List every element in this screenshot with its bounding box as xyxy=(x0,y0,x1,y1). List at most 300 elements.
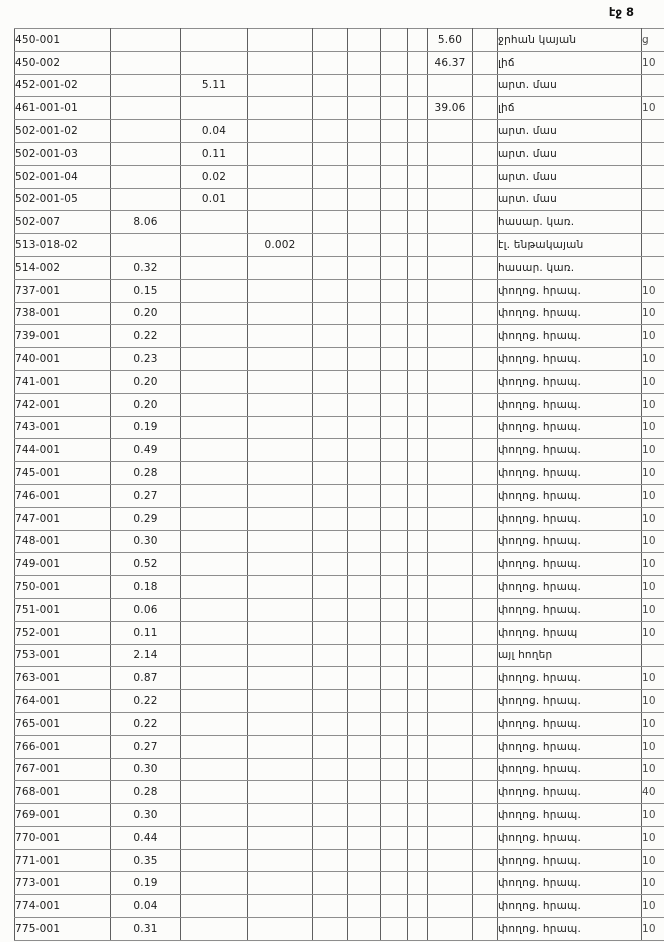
area-value-cell xyxy=(473,279,498,302)
table-row xyxy=(15,279,664,302)
area-value-cell xyxy=(248,781,313,804)
area-value-cell xyxy=(313,621,348,644)
area-value-cell xyxy=(428,462,473,485)
margin-mark xyxy=(642,165,664,188)
area-value-cell xyxy=(473,370,498,393)
area-value-cell xyxy=(313,895,348,918)
area-value-cell xyxy=(313,484,348,507)
area-value-cell xyxy=(408,29,428,52)
area-value-cell xyxy=(428,598,473,621)
table-row xyxy=(15,234,664,257)
area-value-cell xyxy=(348,188,381,211)
area-value-cell xyxy=(181,234,248,257)
area-value-cell xyxy=(348,51,381,74)
land-use-cell: փողոց. հրապ. xyxy=(498,849,642,872)
area-value-cell: 0.49 xyxy=(111,439,181,462)
area-value-cell xyxy=(348,279,381,302)
area-value-cell xyxy=(313,325,348,348)
parcel-code-cell: 747-001 xyxy=(15,507,111,530)
area-value-cell xyxy=(248,507,313,530)
area-value-cell xyxy=(381,735,408,758)
area-value-cell xyxy=(381,325,408,348)
land-use-cell: փողոց. հրապ xyxy=(498,621,642,644)
area-value-cell xyxy=(473,598,498,621)
area-value-cell xyxy=(181,302,248,325)
area-value-cell: 5.60 xyxy=(428,29,473,52)
area-value-cell xyxy=(473,826,498,849)
area-value-cell xyxy=(248,872,313,895)
area-value-cell xyxy=(248,735,313,758)
area-value-cell xyxy=(473,781,498,804)
area-value-cell xyxy=(313,348,348,371)
area-value-cell xyxy=(473,439,498,462)
area-value-cell xyxy=(428,507,473,530)
area-value-cell xyxy=(473,416,498,439)
area-value-cell xyxy=(428,165,473,188)
area-value-cell xyxy=(313,690,348,713)
land-use-cell: փողոց. հրապ. xyxy=(498,348,642,371)
area-value-cell xyxy=(248,302,313,325)
margin-mark xyxy=(642,211,664,234)
area-value-cell xyxy=(408,507,428,530)
area-value-cell xyxy=(428,370,473,393)
area-value-cell: 2.14 xyxy=(111,644,181,667)
land-use-cell: հասար. կառ. xyxy=(498,256,642,279)
margin-mark: 10 xyxy=(642,758,664,781)
area-value-cell xyxy=(181,849,248,872)
parcel-code-cell: 768-001 xyxy=(15,781,111,804)
area-value-cell xyxy=(381,849,408,872)
area-value-cell xyxy=(111,165,181,188)
table-row xyxy=(15,393,664,416)
margin-mark: 10 xyxy=(642,97,664,120)
area-value-cell xyxy=(313,188,348,211)
table-row xyxy=(15,29,664,52)
area-value-cell: 0.002 xyxy=(248,234,313,257)
area-value-cell xyxy=(428,918,473,941)
area-value-cell xyxy=(348,735,381,758)
table-row xyxy=(15,667,664,690)
area-value-cell xyxy=(313,120,348,143)
area-value-cell xyxy=(181,530,248,553)
parcel-code-cell: 745-001 xyxy=(15,462,111,485)
area-value-cell xyxy=(248,416,313,439)
margin-mark: 10 xyxy=(642,918,664,941)
margin-mark: 10 xyxy=(642,462,664,485)
margin-mark: ց xyxy=(642,29,664,52)
parcel-code-cell: 766-001 xyxy=(15,735,111,758)
area-value-cell: 39.06 xyxy=(428,97,473,120)
area-value-cell xyxy=(428,781,473,804)
area-value-cell xyxy=(313,553,348,576)
area-value-cell: 0.28 xyxy=(111,462,181,485)
area-value-cell xyxy=(473,849,498,872)
area-value-cell xyxy=(428,120,473,143)
area-value-cell xyxy=(313,644,348,667)
table-row xyxy=(15,120,664,143)
area-value-cell xyxy=(248,393,313,416)
area-value-cell xyxy=(313,211,348,234)
area-value-cell xyxy=(408,416,428,439)
area-value-cell: 0.04 xyxy=(181,120,248,143)
area-value-cell xyxy=(181,712,248,735)
parcel-code-cell: 748-001 xyxy=(15,530,111,553)
area-value-cell xyxy=(473,142,498,165)
area-value-cell xyxy=(313,279,348,302)
area-value-cell xyxy=(248,530,313,553)
area-value-cell xyxy=(111,142,181,165)
area-value-cell xyxy=(408,256,428,279)
land-use-cell: փողոց. հրապ. xyxy=(498,781,642,804)
area-value-cell xyxy=(428,644,473,667)
area-value-cell xyxy=(381,120,408,143)
area-value-cell xyxy=(428,279,473,302)
area-value-cell xyxy=(428,325,473,348)
area-value-cell xyxy=(348,667,381,690)
cadastre-table xyxy=(14,28,664,941)
area-value-cell xyxy=(381,484,408,507)
area-value-cell: 0.31 xyxy=(111,918,181,941)
margin-mark: 10 xyxy=(642,553,664,576)
area-value-cell xyxy=(381,188,408,211)
land-use-cell: փողոց. հրապ. xyxy=(498,439,642,462)
area-value-cell xyxy=(473,51,498,74)
area-value-cell xyxy=(181,895,248,918)
table-row xyxy=(15,97,664,120)
area-value-cell xyxy=(428,712,473,735)
area-value-cell xyxy=(473,484,498,507)
area-value-cell: 8.06 xyxy=(111,211,181,234)
land-use-cell: փողոց. հրապ. xyxy=(498,667,642,690)
area-value-cell xyxy=(248,29,313,52)
area-value-cell: 0.35 xyxy=(111,849,181,872)
area-value-cell xyxy=(408,872,428,895)
area-value-cell xyxy=(248,621,313,644)
parcel-code-cell: 502-001-05 xyxy=(15,188,111,211)
area-value-cell: 0.27 xyxy=(111,484,181,507)
area-value-cell xyxy=(381,826,408,849)
area-value-cell xyxy=(181,667,248,690)
area-value-cell xyxy=(248,804,313,827)
area-value-cell xyxy=(381,393,408,416)
area-value-cell xyxy=(313,393,348,416)
table-row xyxy=(15,256,664,279)
area-value-cell xyxy=(428,826,473,849)
parcel-code-cell: 769-001 xyxy=(15,804,111,827)
area-value-cell xyxy=(248,849,313,872)
area-value-cell xyxy=(248,142,313,165)
parcel-code-cell: 764-001 xyxy=(15,690,111,713)
area-value-cell xyxy=(408,804,428,827)
area-value-cell: 0.87 xyxy=(111,667,181,690)
land-use-cell: փողոց. հրապ. xyxy=(498,302,642,325)
area-value-cell: 0.44 xyxy=(111,826,181,849)
table-row xyxy=(15,712,664,735)
land-use-cell: փողոց. հրապ. xyxy=(498,507,642,530)
area-value-cell: 0.11 xyxy=(111,621,181,644)
area-value-cell xyxy=(181,758,248,781)
page-number: էջ 8 xyxy=(608,5,634,19)
parcel-code-cell: 502-001-04 xyxy=(15,165,111,188)
area-value-cell xyxy=(408,553,428,576)
area-value-cell xyxy=(381,553,408,576)
parcel-code-cell: 461-001-01 xyxy=(15,97,111,120)
area-value-cell xyxy=(381,690,408,713)
area-value-cell xyxy=(408,598,428,621)
area-value-cell xyxy=(248,826,313,849)
land-use-cell: արտ. մաս xyxy=(498,120,642,143)
area-value-cell xyxy=(381,598,408,621)
land-use-cell: փողոց. հրապ. xyxy=(498,690,642,713)
area-value-cell xyxy=(408,712,428,735)
area-value-cell xyxy=(381,530,408,553)
area-value-cell xyxy=(473,872,498,895)
table-row xyxy=(15,211,664,234)
area-value-cell xyxy=(348,758,381,781)
parcel-code-cell: 737-001 xyxy=(15,279,111,302)
land-use-cell: արտ. մաս xyxy=(498,165,642,188)
margin-mark: 40 xyxy=(642,781,664,804)
area-value-cell xyxy=(408,644,428,667)
area-value-cell xyxy=(313,97,348,120)
area-value-cell xyxy=(408,325,428,348)
land-use-cell: փողոց. հրապ. xyxy=(498,872,642,895)
area-value-cell xyxy=(181,918,248,941)
area-value-cell xyxy=(313,416,348,439)
area-value-cell xyxy=(111,188,181,211)
area-value-cell xyxy=(181,598,248,621)
area-value-cell xyxy=(348,644,381,667)
parcel-code-cell: 775-001 xyxy=(15,918,111,941)
area-value-cell xyxy=(408,279,428,302)
area-value-cell xyxy=(248,484,313,507)
table-row xyxy=(15,872,664,895)
margin-mark xyxy=(642,142,664,165)
area-value-cell xyxy=(248,439,313,462)
area-value-cell xyxy=(313,51,348,74)
area-value-cell: 0.19 xyxy=(111,872,181,895)
area-value-cell xyxy=(181,484,248,507)
area-value-cell xyxy=(473,29,498,52)
area-value-cell: 0.27 xyxy=(111,735,181,758)
area-value-cell xyxy=(408,530,428,553)
area-value-cell xyxy=(348,416,381,439)
area-value-cell xyxy=(248,462,313,485)
table-row xyxy=(15,758,664,781)
area-value-cell xyxy=(473,348,498,371)
area-value-cell xyxy=(348,895,381,918)
parcel-code-cell: 502-007 xyxy=(15,211,111,234)
land-use-cell: փողոց. հրապ. xyxy=(498,826,642,849)
table-row xyxy=(15,462,664,485)
area-value-cell xyxy=(473,553,498,576)
area-value-cell xyxy=(408,781,428,804)
area-value-cell xyxy=(248,690,313,713)
land-use-cell: այլ հողեր xyxy=(498,644,642,667)
area-value-cell xyxy=(473,74,498,97)
parcel-code-cell: 513-018-02 xyxy=(15,234,111,257)
area-value-cell xyxy=(181,211,248,234)
parcel-code-cell: 774-001 xyxy=(15,895,111,918)
area-value-cell xyxy=(381,211,408,234)
area-value-cell xyxy=(381,667,408,690)
area-value-cell xyxy=(473,690,498,713)
margin-mark: 10 xyxy=(642,484,664,507)
area-value-cell xyxy=(381,712,408,735)
area-value-cell: 0.04 xyxy=(111,895,181,918)
table-row xyxy=(15,325,664,348)
land-use-cell: արտ. մաս xyxy=(498,74,642,97)
margin-mark: 10 xyxy=(642,621,664,644)
area-value-cell xyxy=(408,393,428,416)
area-value-cell xyxy=(248,895,313,918)
parcel-code-cell: 502-001-03 xyxy=(15,142,111,165)
area-value-cell xyxy=(248,188,313,211)
area-value-cell xyxy=(428,804,473,827)
area-value-cell xyxy=(408,690,428,713)
area-value-cell xyxy=(248,644,313,667)
area-value-cell xyxy=(248,348,313,371)
area-value-cell xyxy=(313,735,348,758)
area-value-cell xyxy=(348,29,381,52)
table-row xyxy=(15,370,664,393)
area-value-cell xyxy=(473,234,498,257)
area-value-cell xyxy=(408,439,428,462)
area-value-cell xyxy=(248,256,313,279)
area-value-cell xyxy=(381,279,408,302)
area-value-cell xyxy=(348,439,381,462)
area-value-cell xyxy=(348,348,381,371)
area-value-cell xyxy=(248,97,313,120)
table-row xyxy=(15,188,664,211)
area-value-cell: 0.19 xyxy=(111,416,181,439)
margin-mark: 10 xyxy=(642,690,664,713)
table-row xyxy=(15,348,664,371)
table-row xyxy=(15,735,664,758)
land-use-cell: լիճ xyxy=(498,97,642,120)
area-value-cell xyxy=(181,325,248,348)
table-row xyxy=(15,74,664,97)
area-value-cell xyxy=(348,462,381,485)
area-value-cell xyxy=(408,211,428,234)
margin-mark: 10 xyxy=(642,530,664,553)
area-value-cell xyxy=(428,484,473,507)
margin-mark: 10 xyxy=(642,507,664,530)
area-value-cell xyxy=(313,234,348,257)
margin-mark: 10 xyxy=(642,348,664,371)
area-value-cell xyxy=(348,370,381,393)
table-row xyxy=(15,530,664,553)
parcel-code-cell: 739-001 xyxy=(15,325,111,348)
area-value-cell xyxy=(248,758,313,781)
area-value-cell xyxy=(348,302,381,325)
area-value-cell xyxy=(313,256,348,279)
area-value-cell xyxy=(181,507,248,530)
area-value-cell xyxy=(381,918,408,941)
area-value-cell xyxy=(248,74,313,97)
area-value-cell xyxy=(408,120,428,143)
margin-mark: 10 xyxy=(642,895,664,918)
area-value-cell xyxy=(181,690,248,713)
area-value-cell xyxy=(248,576,313,599)
area-value-cell xyxy=(473,302,498,325)
area-value-cell xyxy=(181,279,248,302)
area-value-cell: 0.30 xyxy=(111,530,181,553)
table-row xyxy=(15,644,664,667)
area-value-cell xyxy=(181,51,248,74)
parcel-code-cell: 750-001 xyxy=(15,576,111,599)
area-value-cell xyxy=(348,325,381,348)
area-value-cell xyxy=(381,142,408,165)
area-value-cell xyxy=(181,439,248,462)
area-value-cell xyxy=(408,302,428,325)
table-row xyxy=(15,804,664,827)
margin-mark xyxy=(642,120,664,143)
table-row xyxy=(15,621,664,644)
area-value-cell xyxy=(313,462,348,485)
area-value-cell xyxy=(428,188,473,211)
area-value-cell xyxy=(381,416,408,439)
land-use-cell: փողոց. հրապ. xyxy=(498,576,642,599)
table-row xyxy=(15,51,664,74)
area-value-cell xyxy=(428,576,473,599)
area-value-cell xyxy=(313,918,348,941)
area-value-cell xyxy=(181,804,248,827)
margin-mark xyxy=(642,188,664,211)
area-value-cell xyxy=(348,142,381,165)
area-value-cell xyxy=(348,211,381,234)
land-use-cell: փողոց. հրապ. xyxy=(498,462,642,485)
area-value-cell xyxy=(181,256,248,279)
area-value-cell xyxy=(381,234,408,257)
area-value-cell xyxy=(181,826,248,849)
area-value-cell xyxy=(111,234,181,257)
area-value-cell xyxy=(181,644,248,667)
margin-mark: 10 xyxy=(642,416,664,439)
area-value-cell xyxy=(313,758,348,781)
area-value-cell: 0.30 xyxy=(111,758,181,781)
area-value-cell xyxy=(348,918,381,941)
area-value-cell xyxy=(381,165,408,188)
margin-mark: 10 xyxy=(642,598,664,621)
area-value-cell xyxy=(408,667,428,690)
area-value-cell xyxy=(181,872,248,895)
area-value-cell xyxy=(313,781,348,804)
land-use-cell: փողոց. հրապ. xyxy=(498,370,642,393)
area-value-cell xyxy=(428,234,473,257)
area-value-cell xyxy=(348,553,381,576)
land-use-cell: էլ. ենթակայան xyxy=(498,234,642,257)
area-value-cell xyxy=(408,348,428,371)
area-value-cell xyxy=(473,895,498,918)
area-value-cell xyxy=(381,29,408,52)
area-value-cell xyxy=(313,439,348,462)
area-value-cell xyxy=(428,348,473,371)
margin-mark: 10 xyxy=(642,826,664,849)
area-value-cell xyxy=(473,165,498,188)
parcel-code-cell: 514-002 xyxy=(15,256,111,279)
area-value-cell: 0.18 xyxy=(111,576,181,599)
area-value-cell xyxy=(111,51,181,74)
area-value-cell xyxy=(313,804,348,827)
area-value-cell xyxy=(381,462,408,485)
margin-mark: 10 xyxy=(642,667,664,690)
area-value-cell xyxy=(381,439,408,462)
area-value-cell xyxy=(348,120,381,143)
area-value-cell xyxy=(348,849,381,872)
margin-mark: 10 xyxy=(642,302,664,325)
area-value-cell xyxy=(473,188,498,211)
